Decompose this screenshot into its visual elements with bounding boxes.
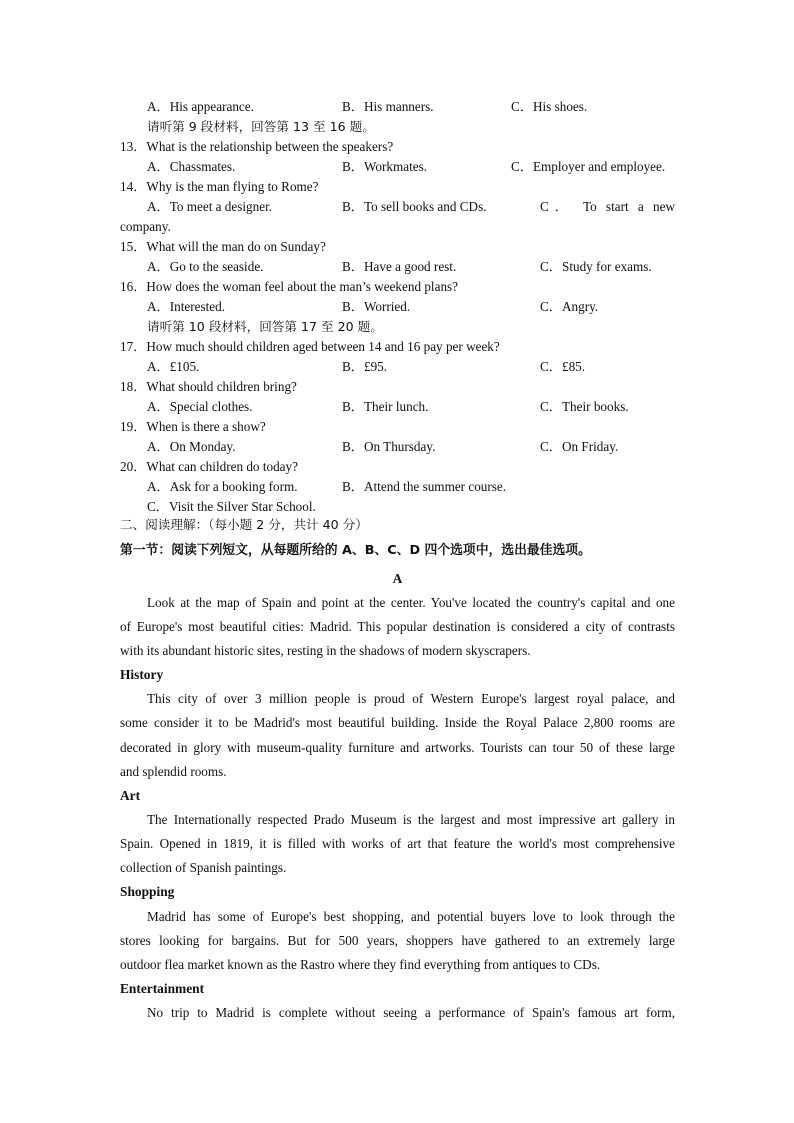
q15-option-a: A．Go to the seaside. — [147, 259, 264, 274]
section10-instruction: 请听第 10 段材料，回答第 17 至 20 题。 — [147, 319, 383, 334]
q13-option-c: C．Employer and employee. — [511, 159, 666, 174]
q17-option-b: B．£95. — [342, 359, 388, 374]
q18-option-a: A．Special clothes. — [147, 399, 253, 414]
history-line-4: and splendid rooms. — [120, 764, 227, 779]
q15-stem: 15．What will the man do on Sunday? — [120, 239, 326, 254]
reading-section-title: 第一节：阅读下列短文，从每题所给的 A、B、C、D 四个选项中，选出最佳选项。 — [120, 543, 591, 558]
q19-option-a: A．On Monday. — [147, 439, 236, 454]
intro-line-1: Look at the map of Spain and point at the center. You've located the country's capital and one — [147, 595, 675, 610]
q12-option-a: A．His appearance. — [147, 99, 254, 114]
q17-option-a: A．£105. — [147, 359, 200, 374]
q16-stem: 16．How does the woman feel about the man’s weekend plans? — [120, 279, 459, 294]
section9-instruction: 请听第 9 段材料，回答第 13 至 16 题。 — [147, 119, 375, 134]
q16-option-c: C．Angry. — [540, 299, 599, 314]
art-heading: Art — [120, 788, 141, 803]
q20-option-a: A．Ask for a booking form. — [147, 479, 298, 494]
q12-option-c: C．His shoes. — [511, 99, 588, 114]
q13-option-b: B．Workmates. — [342, 159, 428, 174]
intro-line-2: of Europe's most beautiful cities: Madrid. This popular destination is considered a city of contrasts — [120, 619, 675, 634]
q13-stem: 13．What is the relationship between the speakers? — [120, 139, 394, 154]
q14-option-b: B．To sell books and CDs. — [342, 199, 487, 214]
q16-option-b: B．Worried. — [342, 299, 411, 314]
history-heading: History — [120, 667, 164, 682]
q16-option-a: A．Interested. — [147, 299, 225, 314]
history-line-1: This city of over 3 million people is proud of Western Europe's largest royal palace, and — [147, 691, 675, 706]
reading-part-title: 二、阅读理解：（每小题 2 分，共计 40 分） — [120, 517, 368, 532]
art-line-1: The Internationally respected Prado Museum is the largest and most impressive art gallery in — [147, 812, 675, 827]
art-line-2: Spain. Opened in 1819, it is filled with works of art that feature the world's most comprehensive — [120, 836, 675, 851]
q15-option-b: B．Have a good rest. — [342, 259, 457, 274]
shopping-line-2: stores looking for bargains. But for 500 years, shoppers have gathered to an extremely large — [120, 933, 675, 948]
entertainment-heading: Entertainment — [120, 981, 205, 996]
q19-option-b: B．On Thursday. — [342, 439, 436, 454]
q19-option-c: C．On Friday. — [540, 439, 619, 454]
q18-stem: 18．What should children bring? — [120, 379, 297, 394]
q17-option-c: C．£85. — [540, 359, 586, 374]
q20-stem: 20．What can children do today? — [120, 459, 298, 474]
q19-stem: 19．When is there a show? — [120, 419, 266, 434]
q12-option-b: B．His manners. — [342, 99, 434, 114]
shopping-line-3: outdoor flea market known as the Rastro where they find everything from antiques to CDs. — [120, 957, 601, 972]
entertainment-line-1: No trip to Madrid is complete without seeing a performance of Spain's famous art form, — [147, 1005, 675, 1020]
q17-stem: 17．How much should children aged between 14 and 16 pay per week? — [120, 339, 500, 354]
q13-option-a: A．Chassmates. — [147, 159, 236, 174]
q14-option-a: A．To meet a designer. — [147, 199, 273, 214]
art-line-3: collection of Spanish paintings. — [120, 860, 287, 875]
q18-option-b: B．Their lunch. — [342, 399, 429, 414]
q20-option-b: B．Attend the summer course. — [342, 479, 507, 494]
q14-option-c-wrap: company. — [120, 219, 171, 234]
q20-option-c: C．Visit the Silver Star School. — [147, 499, 316, 514]
passage-label: A — [392, 571, 403, 586]
intro-line-3: with its abundant historic sites, resting in the shadows of modern skyscrapers. — [120, 643, 531, 658]
q18-option-c: C．Their books. — [540, 399, 629, 414]
history-line-2: some consider it to be Madrid's most beautiful building. Inside the Royal Palace 2,800 rooms are — [120, 715, 675, 730]
shopping-line-1: Madrid has some of Europe's best shopping, and potential buyers love to look through the — [147, 909, 675, 924]
q14-stem: 14．Why is the man flying to Rome? — [120, 179, 319, 194]
q14-option-c: C． To start a new — [540, 199, 675, 214]
history-line-3: decorated in glory with museum-quality furniture and artworks. Tourists can tour 50 of these large — [120, 740, 675, 755]
shopping-heading: Shopping — [120, 884, 175, 899]
q15-option-c: C．Study for exams. — [540, 259, 652, 274]
